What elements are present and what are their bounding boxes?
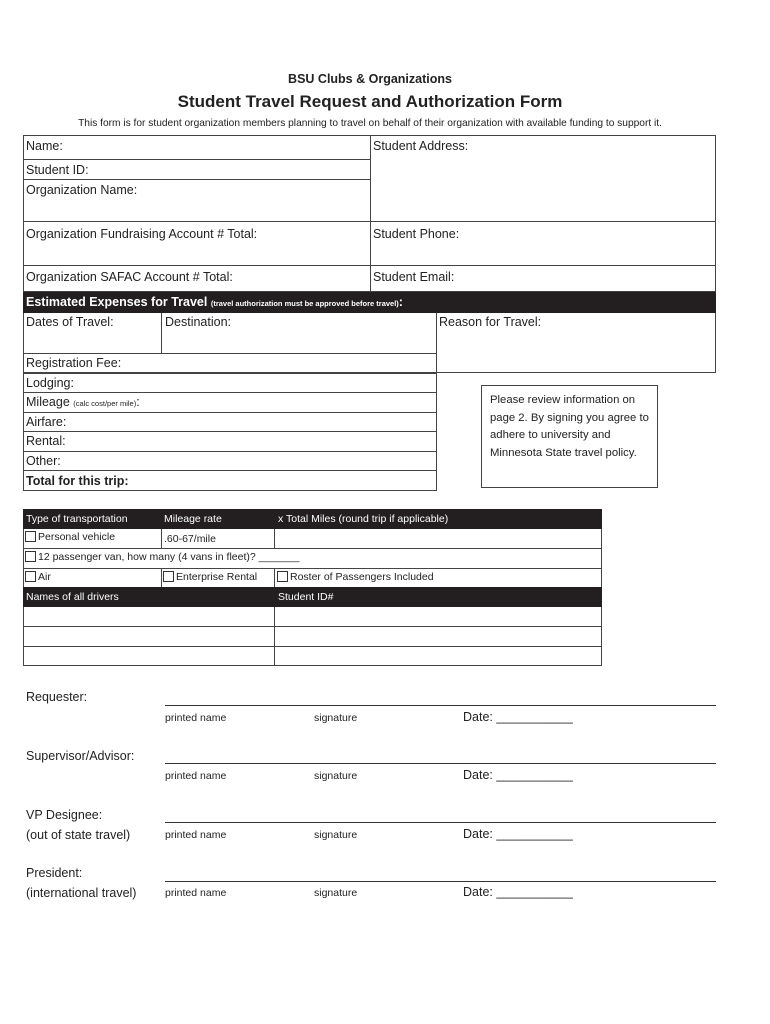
row-line xyxy=(23,470,436,471)
vp-signature-line[interactable] xyxy=(165,822,716,823)
student-email-field[interactable]: Student Email: xyxy=(373,270,455,284)
vp-designee-note: (out of state travel) xyxy=(26,828,131,842)
student-id-field[interactable]: Student ID: xyxy=(26,163,89,177)
requester-signature-line[interactable] xyxy=(165,705,716,706)
row-line xyxy=(23,373,436,374)
requester-label: Requester: xyxy=(26,690,88,704)
supervisor-date-field[interactable]: Date: ___________ xyxy=(463,768,573,782)
col-driver-names: Names of all drivers xyxy=(26,591,119,603)
name-field[interactable]: Name: xyxy=(26,139,63,153)
expenses-header-title: Estimated Expenses for Travel xyxy=(26,295,208,309)
personal-vehicle-option[interactable] xyxy=(25,531,115,543)
printed-name-caption: printed name xyxy=(165,712,227,724)
enterprise-checkbox[interactable] xyxy=(163,571,174,582)
dates-of-travel-field[interactable]: Dates of Travel: xyxy=(26,315,114,329)
expenses-header-colon: : xyxy=(398,295,403,309)
driver-id-cell[interactable] xyxy=(275,647,601,665)
personal-vehicle-checkbox[interactable] xyxy=(25,531,36,542)
supervisor-signature-line[interactable] xyxy=(165,763,716,764)
student-phone-field[interactable]: Student Phone: xyxy=(373,227,460,241)
student-address-field[interactable]: Student Address: xyxy=(373,139,469,153)
reason-for-travel-field[interactable]: Reason for Travel: xyxy=(439,315,542,329)
signature-caption: signature xyxy=(314,712,358,724)
col-transport-type: Type of transportation xyxy=(26,513,128,525)
col-line xyxy=(161,529,162,548)
mileage-label: Mileage xyxy=(26,395,70,409)
row-line xyxy=(23,548,602,549)
mileage-note: (calc cost/per mile) xyxy=(73,399,137,408)
destination-field[interactable]: Destination: xyxy=(165,315,232,329)
roster-option[interactable] xyxy=(277,571,434,583)
printed-name-caption: printed name xyxy=(165,829,227,841)
registration-fee-field[interactable]: Registration Fee: xyxy=(26,356,122,370)
col-total-miles: x Total Miles (round trip if applicable) xyxy=(278,513,449,525)
president-note: (international travel) xyxy=(26,886,137,900)
printed-name-caption: printed name xyxy=(165,887,227,899)
col-line xyxy=(274,568,275,587)
airfare-field[interactable]: Airfare: xyxy=(26,415,67,429)
air-label: Air xyxy=(38,571,51,583)
lodging-field[interactable]: Lodging: xyxy=(26,376,74,390)
row-line xyxy=(23,159,370,160)
trip-total-field[interactable]: Total for this trip: xyxy=(26,474,129,488)
signature-caption: signature xyxy=(314,829,358,841)
page-title: Student Travel Request and Authorization Form xyxy=(177,92,563,111)
personal-vehicle-rate: .60-67/mile xyxy=(164,533,216,545)
col-mileage-rate: Mileage rate xyxy=(164,513,222,525)
col-student-id: Student ID# xyxy=(278,591,334,603)
col-line xyxy=(161,568,162,587)
driver-name-cell[interactable] xyxy=(24,627,274,645)
row-line xyxy=(23,392,436,393)
president-label: President: xyxy=(26,866,83,880)
van-label: 12 passenger van, how many (4 vans in fleet)? _______ xyxy=(38,551,300,563)
expenses-header xyxy=(23,292,716,313)
supervisor-label: Supervisor/Advisor: xyxy=(26,749,135,763)
enterprise-option[interactable] xyxy=(163,571,257,583)
expenses-header-note: (travel authorization must be approved before travel) xyxy=(210,299,399,308)
row-line xyxy=(23,568,602,569)
row-line xyxy=(23,431,436,432)
col-line xyxy=(161,313,162,354)
van-option[interactable] xyxy=(25,551,300,563)
driver-id-cell[interactable] xyxy=(275,627,601,645)
org-heading: BSU Clubs & Organizations xyxy=(288,72,452,86)
mileage-colon: : xyxy=(136,395,140,409)
intro-text: This form is for student organization members planning to travel on behalf of their organization with available funding to support it. xyxy=(78,118,662,129)
row-line xyxy=(23,221,716,222)
other-field[interactable]: Other: xyxy=(26,454,61,468)
vp-designee-label: VP Designee: xyxy=(26,808,103,822)
policy-notice: Please review information on page 2. By signing you agree to adhere to university and Minnesota State travel policy. xyxy=(481,385,658,488)
personal-vehicle-label: Personal vehicle xyxy=(38,531,116,543)
enterprise-label: Enterprise Rental xyxy=(176,571,258,583)
rental-field[interactable]: Rental: xyxy=(26,434,66,448)
driver-name-cell[interactable] xyxy=(24,608,274,626)
row-line xyxy=(23,412,436,413)
row-line xyxy=(23,265,716,266)
van-checkbox[interactable] xyxy=(25,551,36,562)
air-option[interactable] xyxy=(25,571,51,583)
president-date-field[interactable]: Date: ___________ xyxy=(463,885,573,899)
row-line xyxy=(23,179,370,180)
driver-name-cell[interactable] xyxy=(24,647,274,665)
requester-date-field[interactable]: Date: ___________ xyxy=(463,710,573,724)
printed-name-caption: printed name xyxy=(165,770,227,782)
air-checkbox[interactable] xyxy=(25,571,36,582)
president-signature-line[interactable] xyxy=(165,881,716,882)
info-divider xyxy=(370,135,371,292)
col-line xyxy=(274,529,275,548)
signature-caption: signature xyxy=(314,770,358,782)
roster-label: Roster of Passengers Included xyxy=(290,571,434,583)
safac-account-field[interactable]: Organization SAFAC Account # Total: xyxy=(26,270,233,284)
driver-id-cell[interactable] xyxy=(275,608,601,626)
roster-checkbox[interactable] xyxy=(277,571,288,582)
row-line xyxy=(23,451,436,452)
signature-caption: signature xyxy=(314,887,358,899)
org-name-field[interactable]: Organization Name: xyxy=(26,183,138,197)
mileage-field[interactable] xyxy=(26,395,140,409)
fundraising-account-field[interactable]: Organization Fundraising Account # Total: xyxy=(26,227,258,241)
vp-date-field[interactable]: Date: ___________ xyxy=(463,827,573,841)
